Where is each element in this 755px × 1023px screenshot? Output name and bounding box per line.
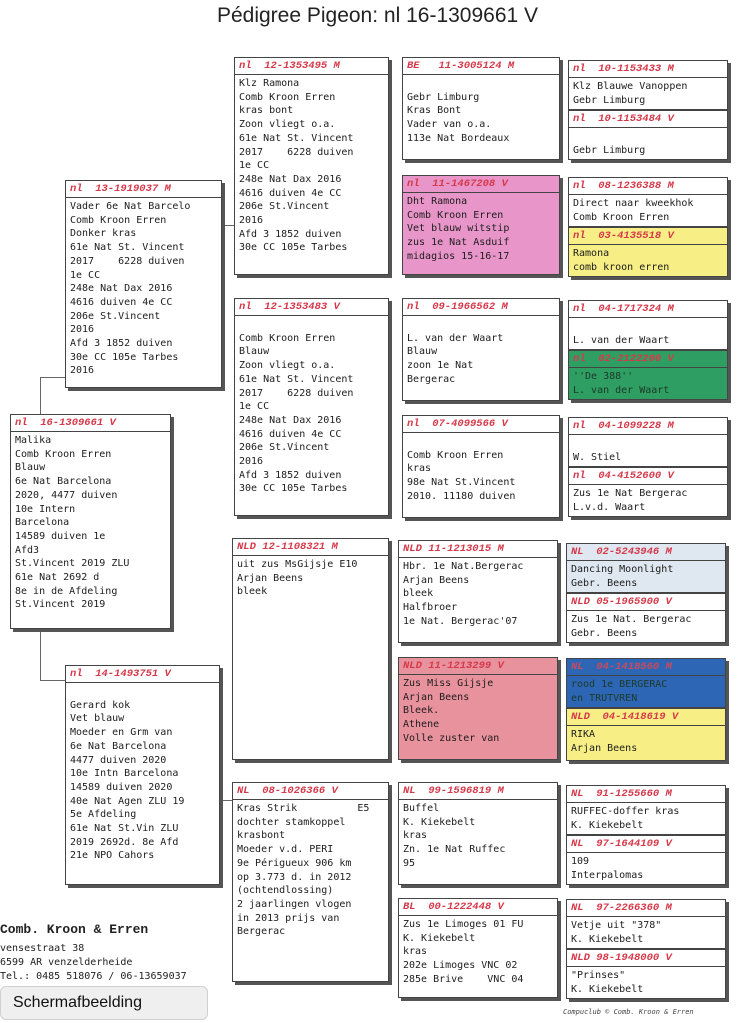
ring-number: NL 97-2266360 M [567,900,725,917]
ring-number: nl 16-1309661 V [11,415,170,432]
pigeon-details: Gerard kok Vet blauw Moeder en Grm van 6e Nat Barcelona 4477 duiven 2020 10e Intn Barcelona 14589 duiven 2020 40e Nat Agen ZLU 19 5e Afdeling 61e Nat St.Vin ZLU 2019 2692d. 8e Afd 21e NPO Cahors [70,699,185,862]
pigeon-card-g15 [566,899,726,949]
breeder-street: vensestraat 38 [0,943,85,954]
pigeon-card-g5 [568,300,728,350]
ring-number: nl 03-4135518 V [569,228,727,245]
connector-line [40,377,41,415]
pigeon-details: L. van der Waart Blauw zoon 1e Nat Bergerac [407,332,504,385]
pigeon-details: Ramona comb kroon erren [573,248,670,273]
pigeon-card-fmm [402,415,560,518]
ring-number: NLD 12-1108321 M [233,539,388,556]
ring-number: nl 08-1236388 M [569,178,727,195]
pigeon-card-g10 [566,593,726,643]
pigeon-details: L. van der Waart [573,334,670,346]
connector-line [40,680,65,681]
pigeon-card-maternal-grandfather [232,538,389,760]
pigeon-details: Buffel K. Kiekebelt kras Zn. 1e Nat Ruffec 95 [403,803,506,869]
pigeon-details: Zus Miss Gijsje Arjan Beens Bleek. Athene Volle zuster van [403,678,500,744]
ring-number: NLD 05-1965900 V [567,594,725,611]
pigeon-card-g13 [566,785,726,835]
pigeon-card-mff [398,540,558,643]
ring-number: NL 02-5243946 M [567,544,725,561]
pigeon-details: Zus 1e Limoges 01 FU K. Kiekebelt kras 202e Limoges VNC 02 285e Brive VNC 04 [403,919,524,985]
pigeon-card-g8 [568,467,728,517]
ring-number: nl 04-1099228 M [569,418,727,435]
ring-number: nl 04-1717324 M [569,301,727,318]
ring-number: BL 00-1222448 V [399,899,557,916]
pigeon-details: "Prinses" K. Kiekebelt [571,970,644,995]
pigeon-details: rood 1e BERGERAC en TRUTVREN [571,679,668,704]
pigeon-card-g6 [568,350,728,400]
pigeon-card-g12 [566,708,726,761]
pigeon-card-subject [10,414,171,629]
pigeon-details: Hbr. 1e Nat.Bergerac Arjan Beens bleek Halfbroer 1e Nat. Bergerac'07 [403,561,524,627]
screenshot-label[interactable]: Schermafbeelding [0,986,208,1020]
ring-number: nl 12-1353495 M [235,58,388,75]
pigeon-card-g3 [568,177,728,227]
ring-number: nl 10-1153484 V [569,111,727,128]
pigeon-details: RIKA Arjan Beens [571,729,638,754]
ring-number: NL 97-1644109 V [567,836,725,853]
pigeon-card-mother [65,665,220,885]
pigeon-card-paternal-grandfather [234,57,389,275]
pigeon-details: Comb Kroon Erren kras 98e Nat St.Vincent 2010. 11180 duiven [407,449,516,502]
pigeon-card-g14 [566,835,726,885]
ring-number: nl 11-1467208 V [403,176,559,193]
pigeon-details: uit zus MsGijsje E10 Arjan Beens bleek [237,559,358,598]
ring-number: nl 13-1919037 M [66,181,221,198]
pigeon-details: Zus 1e Nat Bergerac L.v.d. Waart [573,488,688,513]
ring-number: nl 02-2122200 V [569,351,727,368]
pigeon-card-fmf [402,298,560,401]
pigeon-details: Comb Kroon Erren Blauw Zoon vliegt o.a. 61e Nat St. Vincent 2017 6228 duiven 1e CC 248e Nat Dax 2016 4616 duiven 4e CC 206e St.Vincent 2016 Afd 3 1852 duiven 30e CC 105e Tarbes [239,332,354,495]
connector-line [222,225,234,226]
ring-number: nl 10-1153433 M [569,61,727,78]
pigeon-card-ffm [402,175,560,275]
ring-number: nl 14-1493751 V [66,666,219,683]
pigeon-details: Kras Strik E5 dochter stamkoppel krasbont Moeder v.d. PERI 9e Périgueux 906 km op 3.773 d. in 2012 (ochtendlossing) 2 jaarlingen vlogen in 2013 prijs van Bergerac [237,803,370,938]
connector-line [40,628,41,680]
pigeon-card-fff [402,57,560,160]
pigeon-card-g4 [568,227,728,277]
ring-number: NL 99-1596819 M [399,783,557,800]
ring-number: NL 08-1026366 V [233,783,388,800]
pigeon-details: Malika Comb Kroon Erren Blauw 6e Nat Barcelona 2020, 4477 duiven 10e Intern Barcelona 14589 duiven 1e Afd3 St.Vincent 2019 ZLU 61e Nat 2692 d 8e in de Afdeling St.Vincent 2019 [15,435,130,611]
software-credit: Compuclub © Comb. Kroon & Erren [563,1008,694,1016]
pigeon-card-mmm [398,898,558,998]
pigeon-details: Klz Blauwe Vanoppen Gebr Limburg [573,81,688,106]
breeder-city: 6599 AR venzelderheide [0,957,133,968]
pigeon-card-g1 [568,60,728,110]
ring-number: BE 11-3005124 M [403,58,559,75]
ring-number: nl 07-4099566 V [403,416,559,433]
ring-number: nl 12-1353483 V [235,299,388,316]
pigeon-details: Vader 6e Nat Barcelo Comb Kroon Erren Donker kras 61e Nat St. Vincent 2017 6228 duiven 1e CC 248e Nat Dax 2016 4616 duiven 4e CC 206e St.Vincent 2016 Afd 3 1852 duiven 30e CC 105e Tarbes 2016 [70,201,191,377]
ring-number: NL 91-1255660 M [567,786,725,803]
pigeon-details: Dht Ramona Comb Kroon Erren Vet blauw witstip zus 1e Nat Asduif midagios 15-16-17 [407,196,510,262]
pigeon-details: ''De 388'' L. van der Waart [573,371,670,396]
ring-number: NLD 11-1213015 M [399,541,557,558]
pigeon-details: Gebr Limburg [573,144,646,156]
ring-number: nl 04-4152600 V [569,468,727,485]
ring-number: NLD 04-1418619 V [567,709,725,726]
pigeon-details: Direct naar kweekhok Comb Kroon Erren [573,198,694,223]
pigeon-card-g2 [568,110,728,160]
pigeon-card-g16 [566,949,726,999]
pigeon-details: 109 Interpalomas [571,856,644,881]
pigeon-card-mfm [398,657,558,760]
ring-number: NL 04-1418560 M [567,659,725,676]
pigeon-details: W. Stiel [573,451,622,463]
pigeon-card-g9 [566,543,726,593]
pigeon-card-paternal-grandmother [234,298,389,516]
pigeon-details: Zus 1e Nat. Bergerac Gebr. Beens [571,614,692,639]
pigeon-details: Dancing Moonlight Gebr. Beens [571,564,674,589]
page-title: Pédigree Pigeon: nl 16-1309661 V [216,4,539,27]
connector-line [40,377,65,378]
pigeon-card-g7 [568,417,728,467]
pigeon-card-g11 [566,658,726,708]
pigeon-card-father [65,180,222,388]
ring-number: nl 09-1966562 M [403,299,559,316]
ring-number: NLD 98-1948000 V [567,950,725,967]
pigeon-card-mmf [398,782,558,885]
pigeon-details: Vetje uit "378" K. Kiekebelt [571,920,662,945]
ring-number: NLD 11-1213299 V [399,658,557,675]
pigeon-card-maternal-grandmother [232,782,389,982]
breeder-phone: Tel.: 0485 518076 / 06-13659037 [0,971,187,982]
pigeon-details: Gebr Limburg Kras Bont Vader van o.a. 113e Nat Bordeaux [407,91,510,144]
pigeon-details: RUFFEC-doffer kras K. Kiekebelt [571,806,680,831]
pigeon-details: Klz Ramona Comb Kroon Erren kras bont Zoon vliegt o.a. 61e Nat St. Vincent 2017 6228 duiven 1e CC 248e Nat Dax 2016 4616 duiven 4e CC 206e St.Vincent 2016 Afd 3 1852 duiven 30e CC 105e Tarbes [239,78,354,254]
breeder-name: Comb. Kroon & Erren [0,922,149,937]
